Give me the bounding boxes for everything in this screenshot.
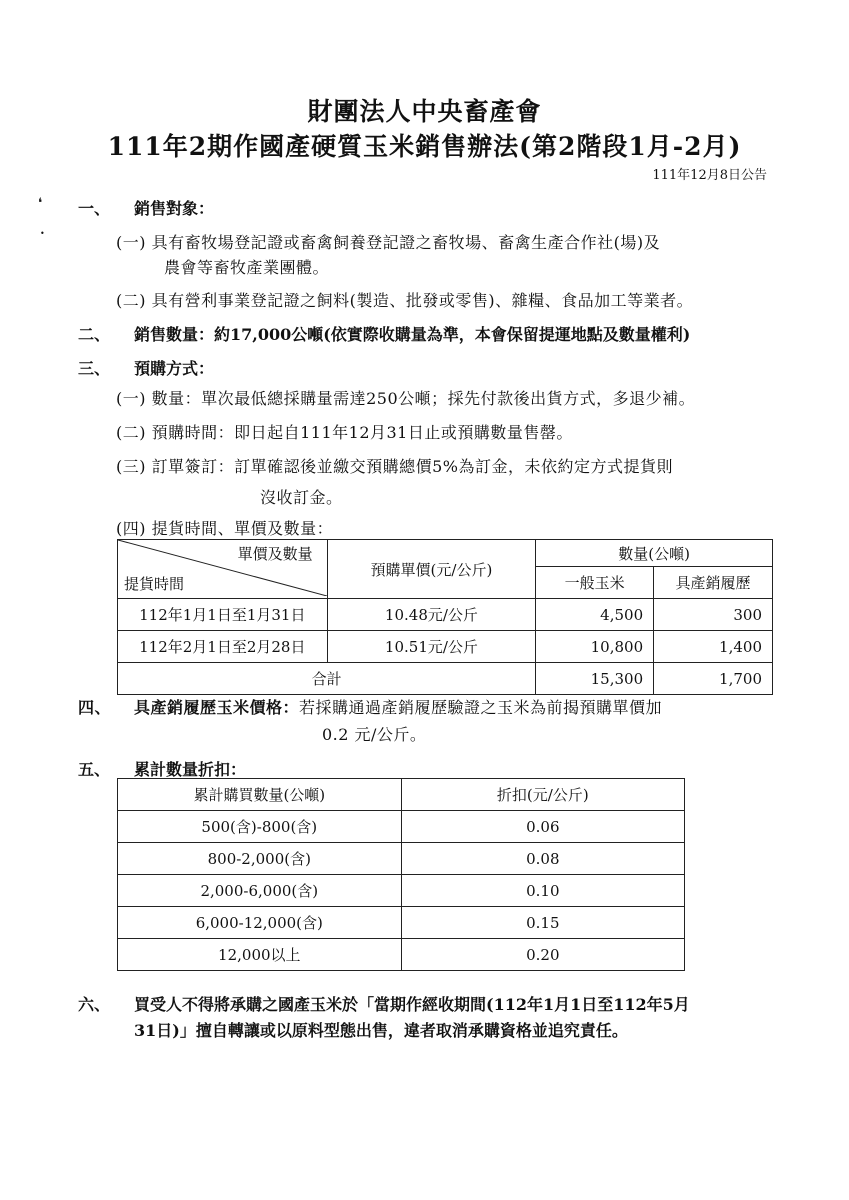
row-price: 10.51元/公斤 (327, 631, 536, 663)
col-header-price: 預購單價(元/公斤) (327, 540, 536, 599)
total-general: 15,300 (536, 663, 654, 695)
table-row (118, 811, 685, 843)
table-row (118, 599, 773, 631)
section-1-item-2: (二) 具有營利事業登記證之飼料(製造、批發或零售)、雜糧、食品加工等業者。 (116, 291, 694, 310)
section-3-item-3-cont: 沒收訂金。 (260, 488, 343, 507)
scan-mark: ❛ (38, 196, 43, 211)
row-period: 112年2月1日至2月28日 (118, 631, 328, 663)
diag-header-top: 單價及數量 (237, 545, 313, 563)
row-qty: 12,000以上 (118, 939, 402, 971)
col-header-general: 一般玉米 (536, 567, 654, 599)
delivery-price-table (117, 539, 773, 695)
row-general: 10,800 (536, 631, 654, 663)
row-general: 4,500 (536, 599, 654, 631)
section-3-item-4: (四) 提貨時間、單價及數量： (116, 519, 334, 538)
scan-mark: • (40, 229, 45, 238)
table-row (118, 631, 773, 663)
section-4: 四、 具產銷履歷玉米價格：若採購通過產銷履歷驗證之玉米為前揭預購單價加 (78, 698, 663, 717)
table-row (118, 875, 685, 907)
row-qty: 6,000-12,000(含) (118, 907, 402, 939)
row-qty: 2,000-6,000(含) (118, 875, 402, 907)
doc-title: 111年2期作國產硬質玉米銷售辦法(第2階段1月-2月) (107, 132, 742, 161)
table-row (118, 939, 685, 971)
notice-date: 111年12月8日公告 (652, 168, 767, 183)
section-4-cont: 0.2 元/公斤。 (322, 725, 427, 744)
section-6-cont: 31日)」擅自轉讓或以原料型態出售，違者取消承購資格並追究責任。 (134, 1021, 628, 1040)
col-header-cumulative-qty: 累計購買數量(公噸) (118, 779, 402, 811)
section-3-item-3: (三) 訂單簽訂：訂單確認後並繳交預購總價5%為訂金，未依約定方式提貨則 (116, 457, 673, 476)
row-qty: 500(含)-800(含) (118, 811, 402, 843)
section-1-item-1: (一) 具有畜牧場登記證或畜禽飼養登記證之畜牧場、畜禽生產合作社(場)及 (116, 233, 661, 252)
discount-table (117, 778, 685, 971)
col-header-quantity: 數量(公噸) (536, 540, 773, 567)
row-price: 10.48元/公斤 (327, 599, 536, 631)
section-6: 六、 買受人不得將承購之國產玉米於「當期作經收期間(112年1月1日至112年5月 (78, 995, 690, 1014)
section-5-heading: 五、 累計數量折扣： (78, 760, 247, 779)
row-qty: 800-2,000(含) (118, 843, 402, 875)
section-3-heading: 三、 預購方式： (78, 359, 215, 378)
total-label: 合計 (118, 663, 536, 695)
row-discount: 0.15 (401, 907, 684, 939)
section-3-item-2: (二) 預購時間：即日起自111年12月31日止或預購數量售罄。 (116, 423, 573, 442)
section-1-item-1-cont: 農會等畜牧產業團體。 (164, 258, 330, 277)
row-discount: 0.06 (401, 811, 684, 843)
row-trace: 300 (654, 599, 773, 631)
section-3-item-1: (一) 數量：單次最低總採購量需達250公噸；採先付款後出貨方式，多退少補。 (116, 389, 696, 408)
org-title: 財團法人中央畜產會 (307, 97, 542, 126)
col-header-discount: 折扣(元/公斤) (401, 779, 684, 811)
row-period: 112年1月1日至1月31日 (118, 599, 328, 631)
table-row (118, 843, 685, 875)
table-row (118, 907, 685, 939)
total-trace: 1,700 (654, 663, 773, 695)
row-trace: 1,400 (654, 631, 773, 663)
col-header-trace: 具產銷履歷 (654, 567, 773, 599)
table-total-row (118, 663, 773, 695)
diag-header-bottom: 提貨時間 (124, 575, 185, 593)
diagonal-header-cell (118, 540, 328, 599)
row-discount: 0.08 (401, 843, 684, 875)
row-discount: 0.10 (401, 875, 684, 907)
section-2-heading: 二、 銷售數量：約17,000公噸(依實際收購量為準，本會保留提運地點及數量權利) (78, 325, 691, 344)
section-1-heading: 一、 銷售對象： (78, 199, 215, 218)
row-discount: 0.20 (401, 939, 684, 971)
